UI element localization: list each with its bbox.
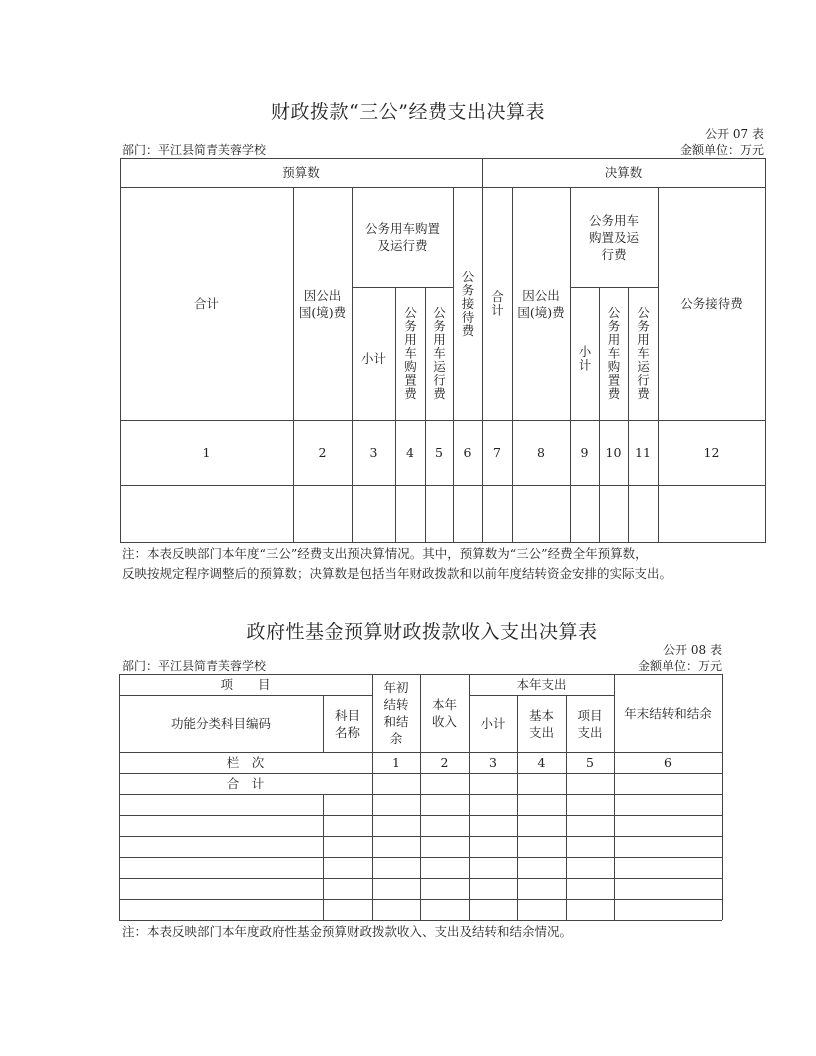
- col-number: 4: [537, 755, 546, 770]
- col-number: 3: [489, 755, 497, 770]
- table2-row: [119, 878, 722, 899]
- table2-row: [119, 815, 722, 836]
- final-vehicle-group-header: [570, 187, 658, 287]
- table1-unit: 金额单位：万元: [679, 143, 764, 157]
- expense-group-header: 本年支出: [516, 677, 567, 692]
- col-number: 4: [406, 445, 414, 460]
- value-cell: [628, 485, 658, 542]
- project-expense-header: [566, 695, 614, 752]
- code-header: 功能分类科目编码: [170, 716, 271, 731]
- col-number: 8: [537, 445, 545, 460]
- col-number: 5: [435, 445, 443, 460]
- opening-header: [372, 674, 420, 752]
- budget-subtotal-header: 小计: [360, 351, 386, 366]
- col-number: 12: [703, 445, 720, 460]
- final-abroad-header: [512, 187, 570, 420]
- col-number: 2: [318, 445, 327, 460]
- table1-note-line1: 注：本表反映部门本年度“三公”经费支出预决算情况。其中，预算数为“三公”经费全年预算数，: [122, 546, 648, 561]
- table1-department: 部门：平江县简青芙蓉学校: [122, 143, 267, 157]
- budget-group-header: 预算数: [282, 165, 320, 180]
- value-cell: [570, 485, 599, 542]
- table2-department: 部门：平江县简青芙蓉学校: [122, 659, 267, 673]
- table1-border-right: [765, 158, 766, 542]
- col-number: 7: [493, 445, 501, 460]
- value-cell: [352, 485, 395, 542]
- value-cell: [120, 485, 293, 542]
- table2-row: [119, 899, 722, 920]
- col-number: 10: [605, 445, 622, 460]
- table2-title: 政府性基金预算财政拨款收入支出决算表: [246, 621, 598, 643]
- col-number: 6: [463, 445, 472, 460]
- table1-note-line2: 反映按规定程序调整后的预算数；决算数是包括当年财政拨款和以前年度结转资金安排的实际支出。: [122, 566, 673, 581]
- final-vehicle-purchase-label: 公务用车购置费: [606, 306, 621, 401]
- final-vehicle-purchase-header: [599, 287, 628, 420]
- budget-abroad-label: 因公出国(境)费: [298, 287, 347, 320]
- basic-expense-label: 基本支出: [528, 707, 554, 740]
- final-subtotal-label: 小计: [577, 345, 592, 372]
- table2-unit: 金额单位：万元: [637, 659, 722, 673]
- budget-vehicle-operation-header: [425, 287, 453, 420]
- value-cell: [512, 485, 570, 542]
- closing-header-label: 年末结转和结余: [624, 705, 712, 721]
- col-number: 1: [392, 755, 400, 770]
- budget-vehicle-purchase-header: [395, 287, 425, 420]
- table2-code: 公开 08 表: [663, 643, 722, 657]
- budget-vehicle-purchase-label: 公务用车购置费: [402, 306, 418, 401]
- value-cell: [482, 485, 512, 542]
- income-header-label: 本年收入: [431, 697, 457, 729]
- column-label: 栏 次: [226, 755, 265, 770]
- col-number: 2: [440, 755, 449, 770]
- value-cell: [599, 485, 628, 542]
- final-total-label: 合计: [489, 290, 505, 317]
- budget-total-header: 合计: [193, 296, 219, 311]
- table2-row: [119, 836, 722, 857]
- col-number: 11: [635, 445, 651, 460]
- name-header-label: 科目名称: [334, 707, 360, 740]
- expense-subtotal-header: 小计: [480, 716, 506, 731]
- final-subtotal-header: [570, 287, 599, 420]
- table2-border-right: [722, 674, 723, 920]
- budget-vehicle-group-header: [352, 187, 453, 287]
- item-header: 项 目: [220, 677, 271, 692]
- budget-reception-label: 公务接待费: [460, 269, 475, 338]
- table2-row: [119, 857, 722, 878]
- project-expense-label: 项目支出: [577, 707, 603, 740]
- value-cell: [293, 485, 352, 542]
- value-cell: [425, 485, 453, 542]
- table2-note: 注：本表反映部门本年度政府性基金预算财政拨款收入、支出及结转和结余情况。: [122, 924, 573, 939]
- budget-abroad-header: [293, 187, 352, 420]
- value-cell: [395, 485, 425, 542]
- budget-reception-header: [453, 187, 482, 420]
- final-total-header: [482, 187, 512, 420]
- table2-row: [119, 794, 722, 815]
- col-number: 1: [202, 445, 211, 460]
- name-header: [323, 695, 372, 752]
- opening-header-label: 年初结转和结余: [383, 680, 409, 746]
- budget-vehicle-group-label: 公务用车购置及运行费: [364, 221, 440, 253]
- table1-border-bottom: [120, 542, 766, 543]
- final-vehicle-operation-label: 公务用车运行费: [635, 306, 651, 401]
- final-abroad-label: 因公出国(境)费: [517, 287, 565, 320]
- final-vehicle-operation-header: [628, 287, 658, 420]
- table1-title: 财政拨款“三公”经费支出决算表: [271, 101, 545, 123]
- value-cell: [453, 485, 482, 542]
- col-number: 9: [580, 445, 589, 460]
- total-label: 合 计: [226, 776, 265, 791]
- value-cell: [658, 485, 765, 542]
- income-header: [420, 674, 469, 752]
- closing-header: [614, 674, 722, 752]
- budget-vehicle-operation-label: 公务用车运行费: [431, 306, 447, 401]
- col-number: 3: [369, 445, 378, 460]
- basic-expense-header: [517, 695, 566, 752]
- final-vehicle-group-label: 公务用车购置及运行费: [588, 212, 639, 262]
- table2-border-bottom: [119, 920, 722, 921]
- final-reception-header: 公务接待费: [680, 296, 743, 311]
- col-number: 6: [664, 755, 672, 770]
- final-group-header: 决算数: [604, 165, 643, 180]
- table1-code: 公开 07 表: [705, 127, 764, 141]
- col-number: 5: [586, 755, 594, 770]
